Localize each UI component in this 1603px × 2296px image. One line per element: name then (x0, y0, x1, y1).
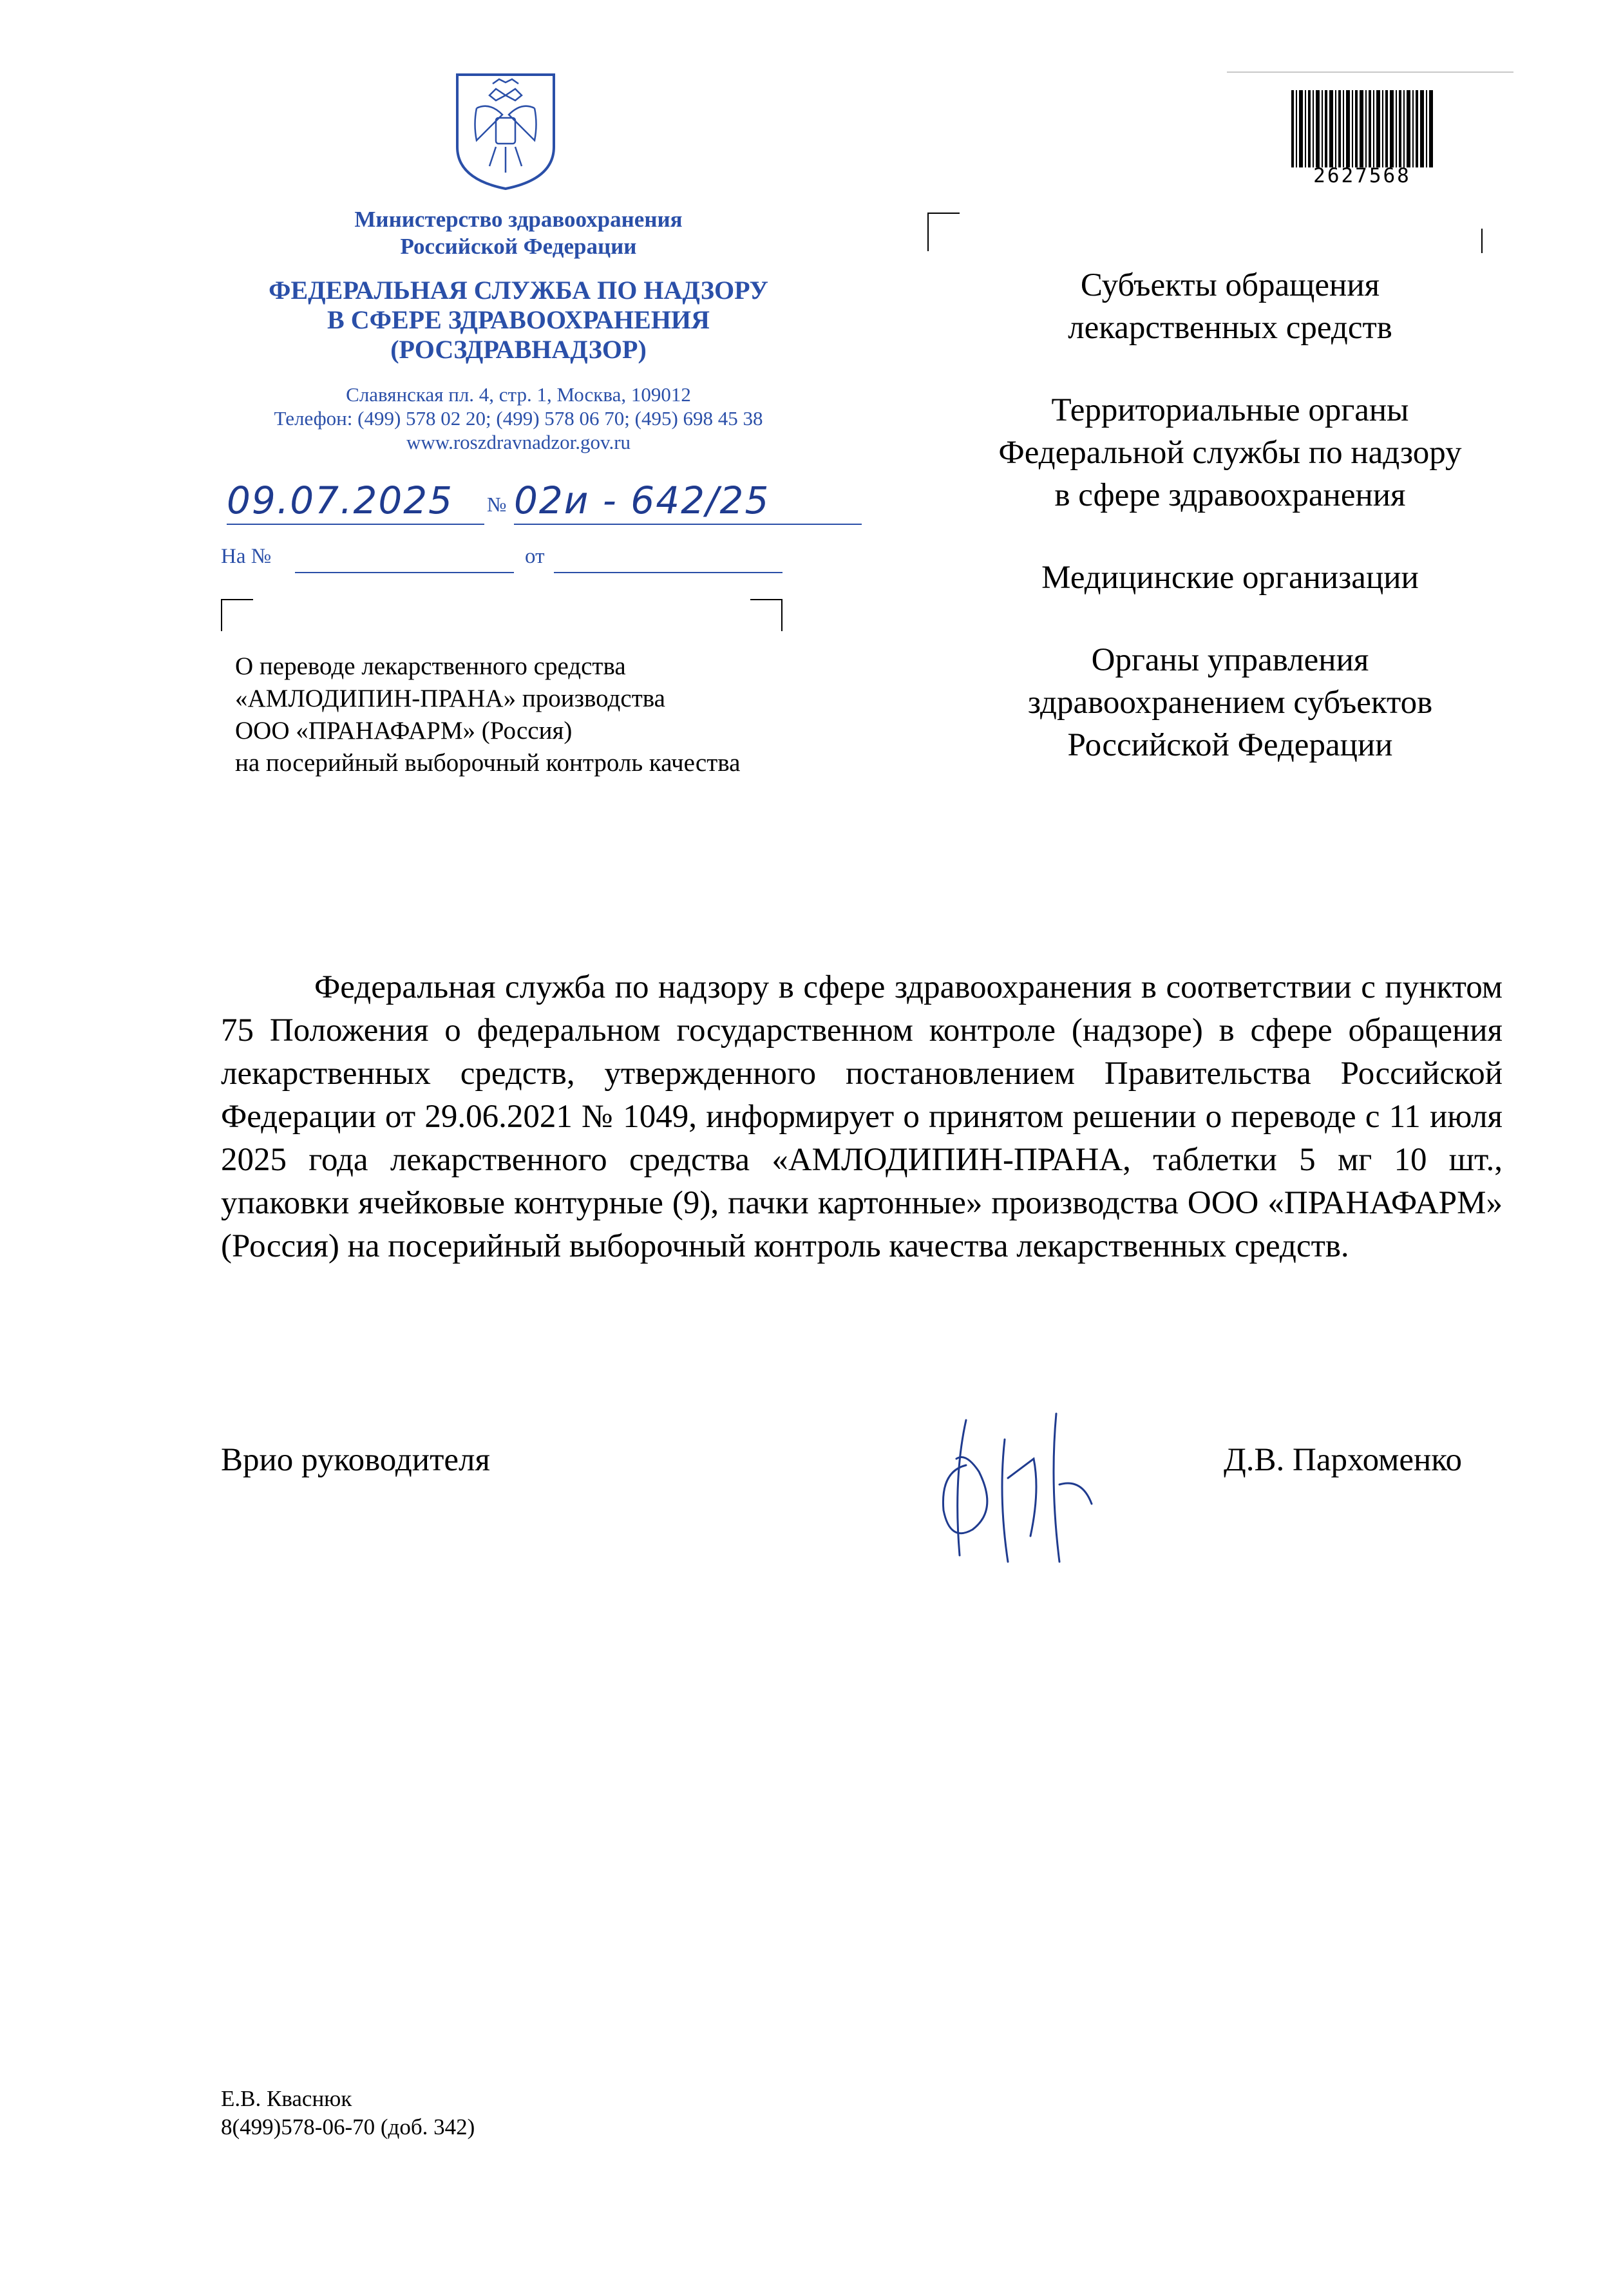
recipient-line: Медицинские организации (1041, 560, 1419, 596)
ref-on-line (295, 572, 514, 573)
service-line-2: В СФЕРЕ ЗДРАВООХРАНЕНИЯ (327, 305, 710, 334)
date-underline (227, 524, 484, 525)
corner-mark-recipient-left (927, 213, 960, 251)
letter-body: Федеральная служба по надзору в сфере здравоохранения в соответствии с пунктом 75 Положения о федеральном государственном контроле (надзоре) в сфере обращения лекарственных средств, утвержденного постановлением Правительства Российской Федерации от 29.06.2021 № 1049, информирует о принятом решении о переводе с 11 июля 2025 года лекарственного средства «АМЛОДИПИН-ПРАНА, таблетки 5 мг 10 шт., упаковки ячейковые контурные (9), пачки картонные» производства ООО «ПРАНАФАРМ» (Россия) на посерийный выборочный контроль качества лекарственных средств. (221, 969, 1503, 1264)
barcode-number: 2627568 (1313, 164, 1411, 187)
service-line-3: (РОСЗДРАВНАДЗОР) (390, 335, 647, 364)
executor-phone: 8(499)578-06-70 (доб. 342) (221, 2114, 475, 2139)
phones: Телефон: (499) 578 02 20; (499) 578 06 70; (495) 698 45 38 (274, 407, 763, 430)
recipient-line: Органы управления (1091, 642, 1369, 678)
handwritten-signature (927, 1401, 1121, 1575)
subject-line-3: ООО «ПРАНАФАРМ» (Россия) (235, 717, 573, 745)
ministry-line-2: Российской Федерации (400, 234, 637, 259)
subject-line-4: на посерийный выборочный контроль качества (235, 749, 741, 777)
ref-from-line (554, 572, 783, 573)
corner-mark-recipient-right (1481, 229, 1483, 253)
recipient-group (927, 264, 1533, 349)
signatory-name: Д.В. Пархоменко (1224, 1442, 1462, 1478)
service-line-1: ФЕДЕРАЛЬНАЯ СЛУЖБА ПО НАДЗОРУ (269, 276, 768, 305)
subject-line-1: О переводе лекарственного средства (235, 652, 626, 680)
ref-on-label: На № (221, 545, 272, 568)
subject-line-2: «АМЛОДИПИН-ПРАНА» производства (235, 685, 665, 712)
recipient-group (927, 389, 1533, 517)
corner-mark-top-right (750, 599, 783, 631)
top-rule (1227, 71, 1513, 73)
recipient-line: Субъекты обращения (1080, 267, 1380, 303)
executor-info (221, 2085, 475, 2141)
recipient-line: Территориальные органы (1051, 392, 1409, 428)
recipient-group (927, 639, 1533, 766)
handwritten-date: 09.07.2025 (227, 479, 454, 522)
number-underline (514, 524, 862, 525)
recipient-line: лекарственных средств (1068, 310, 1392, 346)
ministry-line-1: Министерство здравоохранения (354, 207, 683, 232)
contact-info (213, 383, 824, 454)
coat-of-arms-emblem (451, 70, 560, 192)
barcode (1291, 90, 1433, 167)
service-name (213, 276, 824, 365)
executor-name: Е.В. Кваснюк (221, 2086, 352, 2111)
recipient-group (927, 556, 1533, 599)
recipient-line: в сфере здравоохранения (1054, 477, 1406, 513)
number-sign: № (487, 493, 507, 516)
letter-subject (235, 650, 879, 779)
corner-mark-top-left (221, 599, 253, 631)
recipient-line: Российской Федерации (1067, 727, 1393, 763)
website: www.roszdravnadzor.gov.ru (406, 431, 631, 453)
signatory-position: Врио руководителя (221, 1442, 490, 1478)
ref-from-label: от (525, 545, 545, 568)
recipients-block (927, 264, 1533, 806)
recipient-line: здравоохранением субъектов (1027, 685, 1433, 721)
handwritten-number: 02и - 642/25 (514, 479, 770, 522)
recipient-line: Федеральной службы по надзору (998, 435, 1462, 471)
ministry-name (213, 206, 824, 260)
address: Славянская пл. 4, стр. 1, Москва, 109012 (346, 383, 691, 406)
